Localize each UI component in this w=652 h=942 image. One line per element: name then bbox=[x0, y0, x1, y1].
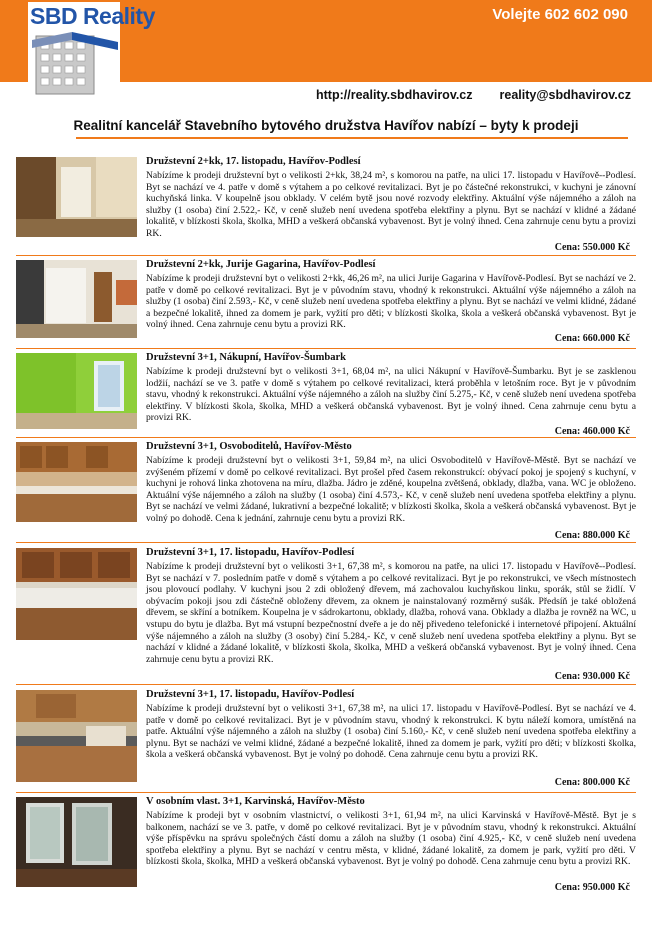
listing-photo bbox=[16, 797, 137, 887]
listing-price: Cena: 460.000 Kč bbox=[554, 426, 630, 437]
listing-title: V osobním vlast. 3+1, Karvinská, Havířov-Město bbox=[146, 796, 365, 807]
listing-title: Družstevní 3+1, 17. listopadu, Havířov-Podlesí bbox=[146, 689, 355, 700]
listing-description: Nabízíme k prodeji družstevní byt o velikosti 2+kk, 46,26 m², na ulici Jurije Gagarina v Havířově-Podlesí. Byt se nachází ve 2. patře v domě po celkové revitalizaci. Byt je v původním stavu, vhodný k rekonstrukci. Aktuální výše nájemného a záloh na služby (1 osoba) činí 2.593,- Kč, v ceně služeb není uvedena spotřeba elektřiny a plynu. Byt se nachází ve velmi klidné, žádané a bezpečné lokalitě, ihned za domem je park, vyžití pro děti; v blízkosti školka, škola a veškerá občanská vybavenost. Byt je volný ihned. Cena zahrnuje cenu bytu a provizi RK. bbox=[146, 273, 636, 331]
listing-divider bbox=[16, 684, 636, 685]
listing-photo bbox=[16, 260, 137, 338]
email-link[interactable]: reality@sbdhavirov.cz bbox=[499, 88, 631, 102]
listing-description: Nabízíme k prodeji družstevní byt o velikosti 3+1, 59,84 m², na ulici Osvoboditelů v Havířově-Městě. Byt se nachází ve zvýšeném přízemí v domě po celkové revitalizaci. Byt prošel před časem rekonstrukcí: obývací pokoj je spojený s kuchyní, v kuchyni je rohová linka zhotovena na míru, dlažba. Jádro je zděné, koupelna zvětšená, obklady, dlažba, vana. WC je obloženo. Aktuální výše nájemného a záloh na služby (1 osoba) činí 4.573,- Kč, v ceně služeb není uvedena spotřeba elektřiny a plynu. Byt se nachází ve velmi žádané, lukrativní a bezpečné lokalitě; v blízkosti školka, škola a veškerá občanská vybavenost. Byt je volný po dohodě. Cena k jednání, zahrnuje cenu bytu a provizi RK. bbox=[146, 455, 636, 524]
listing-divider bbox=[16, 542, 636, 543]
listing-title: Družstevní 3+1, Osvoboditelů, Havířov-Město bbox=[146, 441, 352, 452]
listing-divider bbox=[16, 437, 636, 438]
logo-text: SBD Reality bbox=[30, 3, 155, 29]
listing-photo bbox=[16, 442, 137, 522]
listing bbox=[16, 155, 636, 255]
contact-line bbox=[316, 88, 652, 102]
listing-price: Cena: 800.000 Kč bbox=[554, 777, 630, 788]
listing-description: Nabízíme k prodeji družstevní byt o velikosti 2+kk, 38,24 m², s komorou na patře, na ulici 17. listopadu v Havířově--Podlesí. Byt se nachází ve 4. patře v domě s výtahem a po celkové revitalizaci. Byt je po částečné rekonstrukci, v kuchyni je zánovní kuchyňská linka. V koupelně jsou obklady. V celém bytě jsou nové rozvody elektřiny. Aktuální výše nájemného a záloh na služby (1 osoba) činí 2.522,- Kč, v ceně služeb není uvedena spotřeba elektřiny a plynu. Byt se nachází v klidné a žádané lokalitě, v blízkosti škola, školka, MHD a veškerá občanská vybavenost. Byt je volný ihned. Cena zahrnuje cenu bytu a provizi RK. bbox=[146, 170, 636, 239]
listing-description: Nabízíme k prodeji družstevní byt o velikosti 3+1, 67,38 m², na ulici 17. listopadu v Havířově-Podlesí. Byt se nachází ve 4. patře v domě po celkové revitalizaci. Byt je v původním stavu, vhodný k rekonstrukci. K bytu náleží komora, umístěná na patře. Aktuální výše nájemného a záloh na služby (1 osoba) činí 5.160,- Kč, v ceně služeb není uvedena spotřeba elektřiny a plynu. Byt se nachází ve velmi klidné, žádané a bezpečné lokalitě, ihned za domem je park, vyžití pro děti; v blízkosti školka, škola a veškerá občanská vybavenost. Byt je volný po dohodě. Cena zahrnuje cenu bytu a provizi RK. bbox=[146, 703, 636, 761]
listing-price: Cena: 880.000 Kč bbox=[554, 530, 630, 541]
listing-divider bbox=[16, 792, 636, 793]
listing-divider bbox=[16, 255, 636, 256]
listing bbox=[16, 351, 636, 437]
listing bbox=[16, 546, 636, 684]
listing-price: Cena: 950.000 Kč bbox=[554, 882, 630, 893]
listing-description: Nabízíme k prodeji družstevní byt o velikosti 3+1, 67,38 m², s komorou na patře, na ulici 17. listopadu v Havířově--Podlesí. Byt se nachází v 7. posledním patře v domě s výtahem a po celkové revitalizaci. Byt je po rekonstrukci, ve všech místnostech jsou plovoucí podlahy. V kuchyni jsou 2 zdi obložený dřevem, má zachovalou kuchyňskou linku, sporák, stůl se židlí. V obývacím pokoji jsou zdi částečně obloženy dřevem, za oknem je nainstalovaný rozměrný sušák. Předsíň je také obložená dřevem, se skříní a botníkem. Koupelna je v sádrokartonu, obklady, dlažba, rohová vana. Obklady a dlažba je rovněž na WC, u vstupu do bytu je dlažba. Byt má vstupní bezpečnostní dveře a je do něj přivedeno telefonické i internetové připojení. Aktuální výše nájemného a záloh na služby (3 osoby) činí 5.284,- Kč, v ceně služeb není uvedena spotřeba elektřiny a plynu. Byt se nachází v klidné a žádané lokalitě, v blízkosti škola, školka, MHD a veškerá občanská vybavenost. Byt je volný ihned. Cena zahrnuje cenu bytu a provizi RK. bbox=[146, 561, 636, 665]
listing-photo bbox=[16, 548, 137, 640]
listing bbox=[16, 258, 636, 348]
listing-title: Družstevní 3+1, Nákupní, Havířov-Šumbark bbox=[146, 352, 346, 363]
listing-title: Družstevní 3+1, 17. listopadu, Havířov-Podlesí bbox=[146, 547, 355, 558]
listing bbox=[16, 440, 636, 542]
listing-price: Cena: 930.000 Kč bbox=[554, 671, 630, 682]
phone-number[interactable]: Volejte 602 602 090 bbox=[492, 6, 628, 23]
listing-price: Cena: 660.000 Kč bbox=[554, 333, 630, 344]
listing bbox=[16, 795, 636, 899]
listing-photo bbox=[16, 690, 137, 782]
listing-photo bbox=[16, 353, 137, 429]
listing-title: Družstevní 2+kk, Jurije Gagarina, Havířov-Podlesí bbox=[146, 259, 376, 270]
page-headline: Realitní kancelář Stavebního bytového družstva Havířov nabízí – byty k prodeji bbox=[73, 118, 579, 133]
listing-description: Nabízíme k prodeji byt v osobním vlastnictví, o velikosti 3+1, 61,94 m², na ulici Karvinská v Havířově-Městě. Byt je s balkonem, nachází se ve 3. patře, v domě po celkové revitalizaci. Byt je v původním stavu, vhodný k rekonstrukci. Aktuální výše příspěvku na správu společných částí domu a záloh na služby (1 osoba) činí 4.925,- Kč, v ceně služeb není uvedena spotřeba elektřiny a plynu. Byt se nachází v centru města, v klidné, žádané lokalitě, za domem je park, vyžití pro děti. V blízkosti škola, školka, MHD a veškerá občanská vybavenost. Byt je volný po dohodě. Cena zahrnuje cenu bytu a provizi RK. bbox=[146, 810, 636, 868]
listing-description: Nabízíme k prodeji družstevní byt o velikosti 3+1, 68,04 m², na ulici Nákupní v Havířově-Šumbarku. Byt je se zasklenou lodžií, nachází se ve 3. patře v domě s výtahem po celkové revitalizaci, která proběhla v letošním roce. Byt je v původním stavu, vhodný k rekonstrukci. Aktuální výše nájemného a záloh na služby činí 5.275,- Kč, v ceně služeb není uvedena spotřeba elektřiny. V blízkosti škola, školka, MHD a veškerá občanská vybavenost. Byt je volný ihned. Cena zahrnuje cenu bytu a provizi RK. bbox=[146, 366, 636, 424]
listing-title: Družstevní 2+kk, 17. listopadu, Havířov-Podlesí bbox=[146, 156, 361, 167]
listing-divider bbox=[16, 348, 636, 349]
listing-price: Cena: 550.000 Kč bbox=[554, 242, 630, 253]
listing bbox=[16, 688, 636, 792]
website-link[interactable]: http://reality.sbdhavirov.cz bbox=[316, 88, 473, 102]
headline-divider bbox=[76, 137, 628, 139]
listing-photo bbox=[16, 157, 137, 237]
